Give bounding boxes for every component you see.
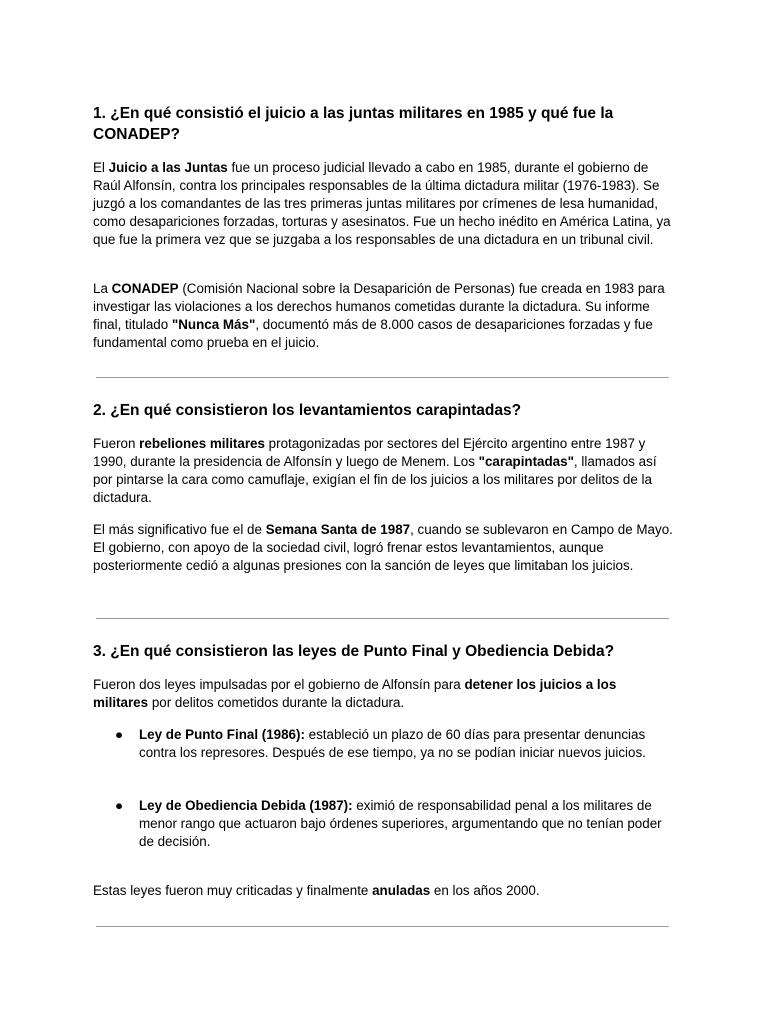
list-item-punto-final: [93, 726, 675, 762]
section-3-closing: [93, 882, 675, 900]
bold-text: Semana Santa de 1987: [265, 522, 411, 537]
section-1-paragraph-2: [93, 280, 675, 352]
section-3-title: 3. ¿En qué consistieron las leyes de Punto Final y Obediencia Debida?: [93, 643, 615, 660]
section-1-body-2: [93, 280, 675, 352]
text-run: Fueron dos leyes impulsadas por el gobierno de Alfonsín para: [93, 677, 465, 692]
text-run: fue un proceso judicial llevado a cabo en 1985, durante el gobierno de Raúl Alfonsín, contra los principales responsables de la última dictadura militar (1976-1983). Se juzgó a los comandantes de las tres primeras juntas militares por crímenes de lesa humanidad, como desapariciones forzadas, torturas y asesinatos. Fue un hecho inédito en América Latina, ya que fue la primera vez que se juzgaba a los responsables de una dictadura en un tribunal civil.: [93, 160, 671, 247]
bold-text: CONADEP: [111, 281, 179, 296]
section-3-body: [93, 676, 675, 712]
section-divider-3: [96, 926, 669, 927]
section-1-paragraph-1: [93, 159, 675, 249]
section-3-paragraph-1: [93, 676, 675, 712]
section-3: [93, 641, 675, 662]
law-list-continued: [93, 797, 675, 851]
section-3-bullets-2: [93, 797, 675, 851]
bullet-icon: ●: [115, 798, 124, 813]
section-2-body-2: [93, 521, 675, 575]
law-list: [93, 726, 675, 762]
section-1-body: [93, 159, 675, 249]
text-run: en los años 2000.: [430, 883, 540, 898]
bold-text: rebeliones militares: [139, 436, 265, 451]
bold-text: Ley de Punto Final (1986):: [139, 727, 305, 742]
text-run: El más significativo fue el de: [93, 522, 266, 537]
bold-text: anuladas: [372, 883, 431, 898]
text-run: La: [93, 281, 112, 296]
section-2-paragraph-2: [93, 521, 675, 575]
bold-text: Ley de Obediencia Debida (1987):: [139, 798, 353, 813]
text-run: , cuando se sublevaron en Campo de Mayo. El gobierno, con apoyo de la sociedad civil, logró frenar estos levantamientos, aunque posteriormente cedió a algunas presiones con la sanción de leyes que limitaban los juicios.: [93, 522, 673, 573]
text-run: Estas leyes fueron muy criticadas y finalmente: [93, 883, 373, 898]
text-run: (Comisión Nacional sobre la Desaparición de Personas) fue creada en 1983 para investigar las violaciones a los derechos humanos cometidas durante la dictadura. Su informe final, titulado: [93, 281, 665, 332]
text-run: estableció un plazo de 60 días para presentar denuncias contra los represores. Después de ese tiempo, ya no se podían iniciar nuevos juicios.: [139, 727, 646, 760]
section-2-title: 2. ¿En qué consistieron los levantamientos carapintadas?: [93, 402, 522, 419]
section-2: [93, 400, 675, 421]
text-run: protagonizadas por sectores del Ejército argentino entre 1987 y 1990, durante la presidencia de Alfonsín y luego de Menem. Los: [93, 436, 646, 469]
bold-text: Juicio a las Juntas: [108, 160, 228, 175]
text-run: , documentó más de 8.000 casos de desapariciones forzadas y fue fundamental como prueba en el juicio.: [93, 317, 653, 350]
text-run: , llamados así por pintarse la cara como camuflaje, exigían el fin de los juicios a los militares por delitos de la dictadura.: [93, 454, 657, 505]
list-item-obediencia-debida: [93, 797, 675, 851]
text-run: por delitos cometidos durante la dictadura.: [148, 695, 405, 710]
bold-text: detener los juicios a los militares: [93, 677, 617, 710]
text-run: Fueron: [93, 436, 140, 451]
section-divider-1: [96, 377, 669, 378]
text-run: eximió de responsabilidad penal a los militares de menor rango que actuaron bajo órdenes superiores, argumentando que no tenían poder de decisión.: [139, 798, 662, 849]
bold-text: "carapintadas": [478, 454, 574, 469]
section-2-body: [93, 435, 675, 507]
section-2-paragraph-1: [93, 435, 675, 507]
bullet-icon: ●: [115, 727, 124, 742]
bold-text: "Nunca Más": [171, 317, 256, 332]
section-3-bullets: [93, 726, 675, 762]
section-divider-2: [96, 618, 669, 619]
section-1-title: 1. ¿En qué consistió el juicio a las juntas militares en 1985 y qué fue la CONADEP?: [93, 105, 614, 143]
section-3-closing-paragraph: [93, 882, 675, 900]
list-item-text: [139, 727, 646, 760]
text-run: El: [93, 160, 109, 175]
section-1: [93, 103, 675, 145]
list-item-text: [139, 798, 662, 849]
